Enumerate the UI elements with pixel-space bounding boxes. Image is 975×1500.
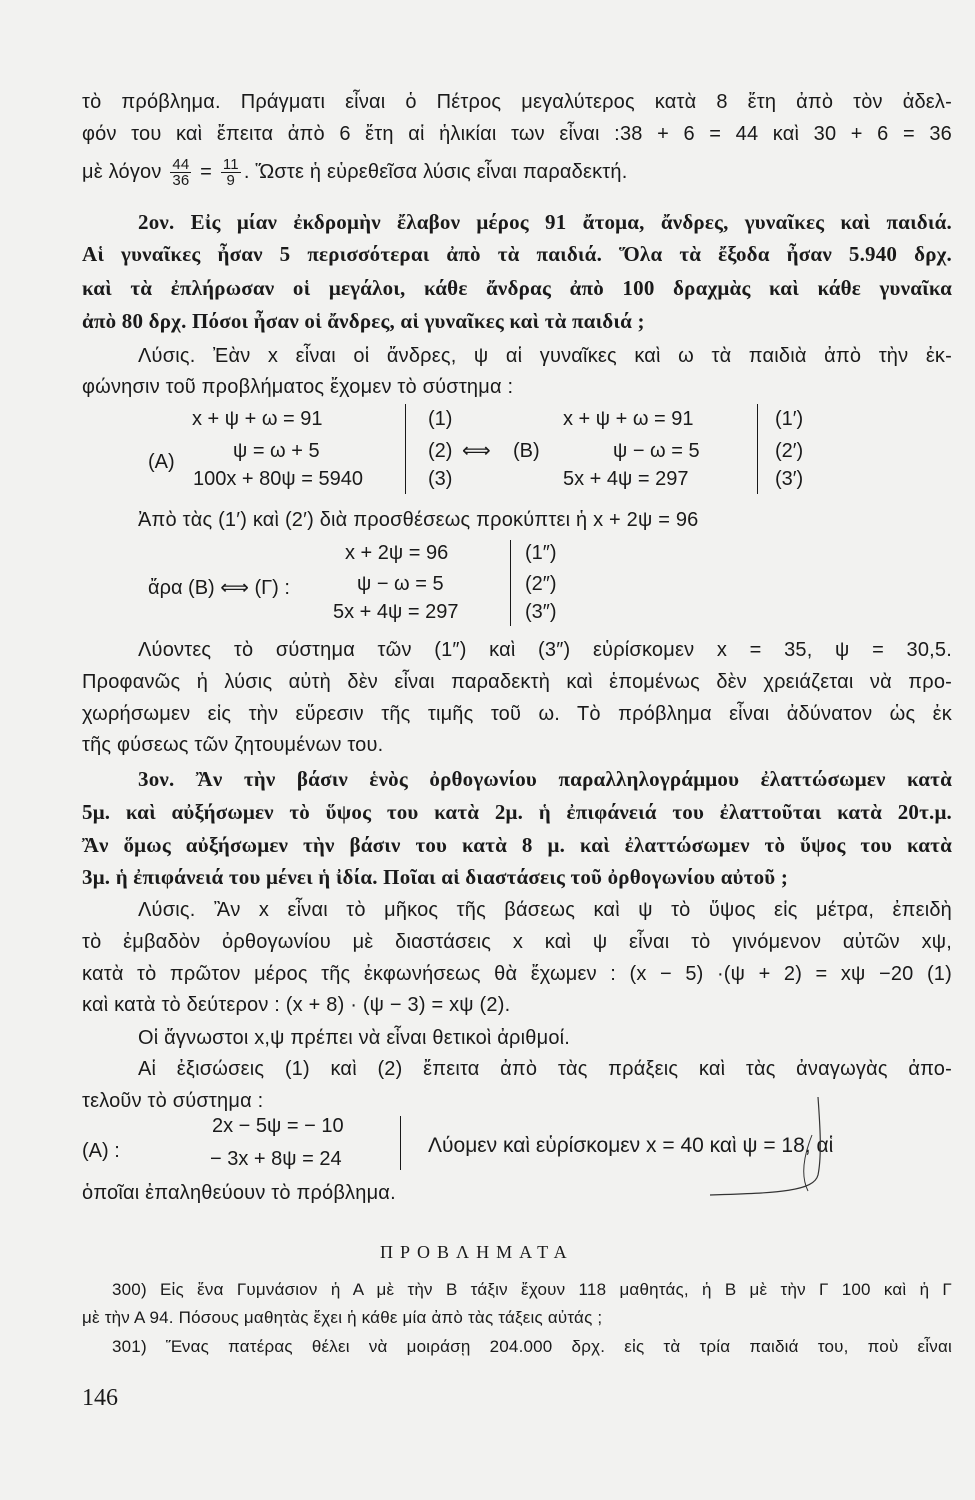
system-a2-brace [400,1116,401,1170]
fraction-11-9 [221,157,241,188]
text-line: τὸ πρόβλημα. Πράγματι εἶναι ὁ Πέτρος μεγαλύτερος κατὰ 8 ἔτη ἀπὸ τὸν ἀδελ- [82,91,952,113]
problem-2-line: καὶ τὰ ἐπλήρωσαν οἱ μεγάλοι, κάθε ἄνδρας ἀπὸ 100 δραχμὰς καὶ κάθε γυναῖκα [82,276,952,300]
solution-line: Οἱ ἄγνωστοι x,ψ πρέπει νὰ εἶναι θετικοὶ ἀριθμοί. [138,1027,571,1049]
system-a-eq1: x + ψ + ω = 91 [192,408,323,430]
system-g-brace [510,540,511,626]
system-a2-eq2: − 3x + 8ψ = 24 [210,1148,342,1170]
fraction-44-36 [170,157,191,188]
system-b-number: (3′) [775,468,804,490]
system-b-number: (1′) [775,408,804,430]
system-g-eq1: x + 2ψ = 96 [345,542,449,564]
solution-line: καὶ κατὰ τὸ δεύτερον : (x + 8) · (ψ − 3) = xψ (2). [82,994,511,1016]
section-heading: ΠΡΟΒΛΗΜΑΤΑ [380,1242,574,1262]
problem-3-line: 3ον. Ἂν τὴν βάσιν ἑνὸς ὀρθογωνίου παραλληλογράμμου ἐλαττώσωμεν κατὰ [138,767,952,791]
system-a2-label: (A) : [82,1140,120,1162]
text-fragment: . Ὥστε ἡ εὑρεθεῖσα λύσις εἶναι παραδεκτή. [243,160,628,183]
fraction-denominator: 36 [172,172,190,189]
problem-2-line: Αἱ γυναῖκες ἦσαν 5 περισσότεραι ἀπὸ τὰ παιδιά. Ὅλα τὰ ἔξοδα ἦσαν 5.940 δρχ. [82,242,952,266]
problem-3-line: 3μ. ἡ ἐπιφάνειά του μένει ἡ ἰδία. Ποῖαι αἱ διαστάσεις τοῦ ὀρθογωνίου αὐτοῦ ; [82,865,789,889]
problem-2-line: 2ον. Εἰς μίαν ἐκδρομὴν ἔλαβον μέρος 91 ἄτομα, ἄνδρες, γυναῖκες καὶ παιδιά. [138,210,952,234]
text-line: χωρήσωμεν εἰς τὴν εὕρεσιν τῆς τιμῆς τοῦ ω. Τὸ πρόβλημα εἶναι ἀδύνατον ὡς ἐκ [82,703,952,725]
equivalence-arrow: ⟺ [462,440,491,462]
problem-301-line: 301) Ἕνας πατέρας θέλει νὰ μοιράσῃ 204.000 δρχ. εἰς τὰ τρία παιδιά του, ποὺ εἶναι [112,1337,952,1356]
system-g-number: (2″) [525,573,557,595]
system-g-label: ἄρα (B) ⟺ (Γ) : [148,577,290,599]
system-b-eq1: x + ψ + ω = 91 [563,408,694,430]
problem-3-line: 5μ. καὶ αὐξήσωμεν τὸ ὕψος του κατὰ 2μ. ἡ ἐπιφάνειά του ἐλαττοῦται κατὰ 20τ.μ. [82,800,952,824]
system-b-number: (2′) [775,440,804,462]
solution-line: φώνησιν τοῦ προβλήματος ἔχομεν τὸ σύστημα : [82,376,514,398]
addition-line: Ἀπὸ τὰς (1′) καὶ (2′) διὰ προσθέσεως προκύπτει ἡ x + 2ψ = 96 [138,509,699,531]
solution-line: Αἱ ἐξισώσεις (1) καὶ (2) ἔπειτα ἀπὸ τὰς πράξεις καὶ τὰς ἀναγωγὰς ἀπο- [138,1058,952,1080]
text-line-ratio [82,157,952,188]
system-b-eq2: ψ − ω = 5 [613,440,700,462]
system-b-label: (B) [513,440,540,462]
system-a-eq2: ψ = ω + 5 [233,440,320,462]
problem-300-line: μὲ τὴν Α 94. Πόσους μαθητὰς ἔχει ἡ κάθε μία ἀπὸ τὰς τάξεις αὐτάς ; [82,1308,603,1327]
fraction-numerator: 44 [172,156,190,173]
fraction-denominator: 9 [226,172,236,189]
problem-300-line: 300) Εἰς ἕνα Γυμνάσιον ἡ Α μὲ τὴν Β τάξιν ἔχουν 118 μαθητάς, ἡ Β μὲ τὴν Γ 100 καὶ ἡ Γ [112,1280,952,1299]
system-a2-result: Λύομεν καὶ εὑρίσκομεν x = 40 καὶ ψ = 18, αἱ [428,1134,834,1157]
text-line: φόν του καὶ ἔπειτα ἀπὸ 6 ἔτη αἱ ἡλικίαι των εἶναι :38 + 6 = 44 καὶ 30 + 6 = 36 [82,123,952,145]
solution-line: τελοῦν τὸ σύστημα : [82,1090,264,1112]
system-b-brace [757,404,758,494]
equals-sign: = [200,160,213,183]
page-number: 146 [82,1385,118,1411]
text-line: Λύοντες τὸ σύστημα τῶν (1″) καὶ (3″) εὑρίσκομεν x = 35, ψ = 30,5. [138,639,952,661]
solution-line: τὸ ἐμβαδὸν ὀρθογωνίου μὲ διαστάσεις x καὶ ψ εἶναι τὸ γινόμενον αὐτῶν xψ, [82,931,952,953]
system-g-number: (1″) [525,542,557,564]
system-a-number: (2) [428,440,453,462]
fraction-numerator: 11 [222,156,239,173]
problem-3-line: Ἂν ὅμως αὐξήσωμεν τὴν βάσιν του κατὰ 8 μ. καὶ ἐλαττώσωμεν τὸ ὕψος του κατὰ [82,833,952,857]
system-g-number: (3″) [525,601,557,623]
system-g-eq2: ψ − ω = 5 [357,573,444,595]
system-g-eq3: 5x + 4ψ = 297 [333,601,459,623]
text-line: τῆς φύσεως τῶν ζητουμένων του. [82,734,384,756]
solution-line: Λύσις. Ἐὰν x εἶναι οἱ ἄνδρες, ψ αἱ γυναῖκες καὶ ω τὰ παιδιὰ ἀπὸ τὴν ἐκ- [138,345,952,367]
system-a-brace [405,404,406,494]
system-b-eq3: 5x + 4ψ = 297 [563,468,689,490]
text-line: ὁποῖαι ἐπαληθεύουν τὸ πρόβλημα. [82,1182,396,1204]
system-a-eq3: 100x + 80ψ = 5940 [193,468,363,490]
pencil-mark [700,1095,840,1205]
solution-line: Λύσις. Ἂν x εἶναι τὸ μῆκος τῆς βάσεως καὶ ψ τὸ ὕψος εἰς μέτρα, ἐπειδὴ [138,899,952,921]
system-a-label: (A) [148,451,175,473]
text-fragment: μὲ λόγον [82,160,162,183]
problem-2-line: ἀπὸ 80 δρχ. Πόσοι ἦσαν οἱ ἄνδρες, αἱ γυναῖκες καὶ τὰ παιδιά ; [82,309,645,333]
system-a-number: (1) [428,408,453,430]
solution-line: κατὰ τὸ πρῶτον μέρος τῆς ἐκφωνήσεως θὰ ἔχωμεν : (x − 5) ·(ψ + 2) = xψ −20 (1) [82,963,952,985]
system-a2-eq1: 2x − 5ψ = − 10 [212,1115,344,1137]
system-a-number: (3) [428,468,453,490]
text-line: Προφανῶς ἡ λύσις αὐτὴ δὲν εἶναι παραδεκτὴ καὶ ἑπομένως δὲν χρειάζεται νὰ προ- [82,671,952,693]
